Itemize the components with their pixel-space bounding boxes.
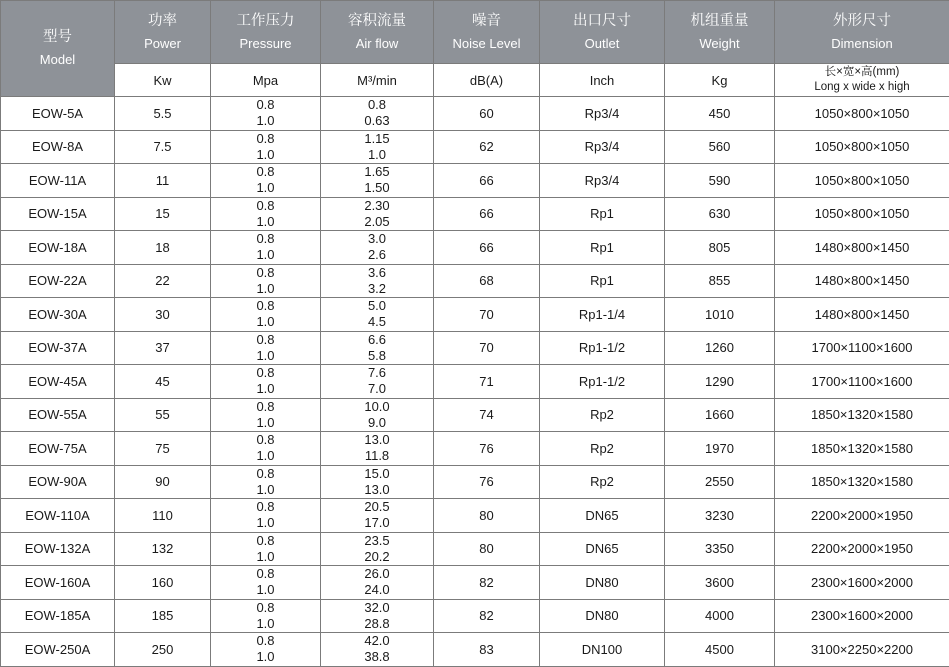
- cell-dimension: 1050×800×1050: [775, 164, 949, 198]
- cell-pressure: [211, 432, 321, 466]
- table-row: [1, 197, 949, 231]
- cell-model: EOW-22A: [1, 264, 115, 298]
- cell-power: 15: [115, 197, 211, 231]
- cell-airflow-low: 3.2: [321, 281, 433, 297]
- cell-outlet: Rp1-1/2: [540, 365, 665, 399]
- cell-dimension: 1480×800×1450: [775, 264, 949, 298]
- cell-pressure: [211, 398, 321, 432]
- cell-dimension: 2200×2000×1950: [775, 499, 949, 533]
- cell-airflow: [321, 365, 434, 399]
- header-cn-outlet: 出口尺寸: [540, 12, 664, 32]
- cell-airflow-low: 2.6: [321, 247, 433, 263]
- header-cell-model: [1, 1, 115, 97]
- cell-weight: 2550: [665, 465, 775, 499]
- table-row: [1, 499, 949, 533]
- header-en-pressure: Pressure: [211, 35, 320, 53]
- cell-airflow: [321, 130, 434, 164]
- cell-model: EOW-250A: [1, 633, 115, 667]
- cell-pressure: [211, 231, 321, 265]
- cell-pressure-high: 0.8: [211, 600, 320, 616]
- unit-cell-pressure: Mpa: [211, 64, 321, 97]
- cell-pressure: [211, 97, 321, 131]
- cell-noise: 82: [434, 599, 540, 633]
- cell-power: 250: [115, 633, 211, 667]
- cell-airflow-high: 2.30: [321, 198, 433, 214]
- cell-airflow-high: 1.65: [321, 164, 433, 180]
- cell-pressure-low: 1.0: [211, 214, 320, 230]
- cell-model: EOW-185A: [1, 599, 115, 633]
- cell-dimension: 1050×800×1050: [775, 97, 949, 131]
- cell-outlet: DN65: [540, 532, 665, 566]
- cell-weight: 1010: [665, 298, 775, 332]
- header-cell-pressure: [211, 1, 321, 64]
- table-row: [1, 231, 949, 265]
- cell-noise: 71: [434, 365, 540, 399]
- cell-pressure-low: 1.0: [211, 448, 320, 464]
- cell-airflow-low: 28.8: [321, 616, 433, 632]
- cell-pressure-low: 1.0: [211, 314, 320, 330]
- table-body: [1, 97, 949, 667]
- cell-noise: 83: [434, 633, 540, 667]
- cell-airflow: [321, 298, 434, 332]
- cell-pressure-high: 0.8: [211, 265, 320, 281]
- cell-outlet: Rp2: [540, 465, 665, 499]
- cell-outlet: Rp1-1/2: [540, 331, 665, 365]
- header-cell-noise: [434, 1, 540, 64]
- table-row: [1, 398, 949, 432]
- unit-en-dimension: Long x wide x high: [775, 80, 949, 95]
- cell-airflow-high: 42.0: [321, 633, 433, 649]
- table-row: [1, 164, 949, 198]
- cell-noise: 62: [434, 130, 540, 164]
- cell-weight: 450: [665, 97, 775, 131]
- cell-airflow-low: 1.50: [321, 180, 433, 196]
- cell-weight: 805: [665, 231, 775, 265]
- cell-noise: 70: [434, 331, 540, 365]
- cell-pressure-high: 0.8: [211, 164, 320, 180]
- cell-airflow-low: 11.8: [321, 448, 433, 464]
- cell-weight: 630: [665, 197, 775, 231]
- header-cell-dimension: [775, 1, 949, 64]
- cell-power: 90: [115, 465, 211, 499]
- cell-model: EOW-132A: [1, 532, 115, 566]
- table-row: [1, 532, 949, 566]
- cell-outlet: DN80: [540, 599, 665, 633]
- cell-noise: 82: [434, 566, 540, 600]
- header-cell-weight: [665, 1, 775, 64]
- cell-power: 132: [115, 532, 211, 566]
- cell-outlet: Rp1: [540, 264, 665, 298]
- cell-pressure: [211, 633, 321, 667]
- cell-pressure-low: 1.0: [211, 616, 320, 632]
- cell-airflow-high: 23.5: [321, 533, 433, 549]
- cell-dimension: 1050×800×1050: [775, 197, 949, 231]
- cell-pressure-high: 0.8: [211, 566, 320, 582]
- cell-outlet: Rp2: [540, 432, 665, 466]
- cell-pressure: [211, 197, 321, 231]
- cell-power: 45: [115, 365, 211, 399]
- cell-pressure-low: 1.0: [211, 281, 320, 297]
- cell-airflow-low: 7.0: [321, 381, 433, 397]
- cell-pressure-low: 1.0: [211, 482, 320, 498]
- cell-pressure-low: 1.0: [211, 113, 320, 129]
- cell-outlet: Rp3/4: [540, 130, 665, 164]
- cell-pressure-high: 0.8: [211, 399, 320, 415]
- cell-pressure-high: 0.8: [211, 466, 320, 482]
- cell-airflow: [321, 197, 434, 231]
- cell-pressure-low: 1.0: [211, 147, 320, 163]
- cell-pressure-low: 1.0: [211, 415, 320, 431]
- cell-model: EOW-37A: [1, 331, 115, 365]
- header-cell-outlet: [540, 1, 665, 64]
- header-cn-dimension: 外形尺寸: [775, 12, 949, 32]
- header-en-outlet: Outlet: [540, 35, 664, 53]
- header-cn-pressure: 工作压力: [211, 12, 320, 32]
- cell-airflow: [321, 264, 434, 298]
- cell-power: 22: [115, 264, 211, 298]
- cell-pressure-high: 0.8: [211, 365, 320, 381]
- cell-airflow-high: 13.0: [321, 432, 433, 448]
- cell-pressure-high: 0.8: [211, 131, 320, 147]
- cell-noise: 70: [434, 298, 540, 332]
- header-cn-weight: 机组重量: [665, 12, 774, 32]
- cell-pressure-high: 0.8: [211, 499, 320, 515]
- cell-pressure-low: 1.0: [211, 582, 320, 598]
- cell-noise: 74: [434, 398, 540, 432]
- cell-weight: 1260: [665, 331, 775, 365]
- cell-model: EOW-160A: [1, 566, 115, 600]
- cell-power: 185: [115, 599, 211, 633]
- cell-dimension: 1050×800×1050: [775, 130, 949, 164]
- cell-model: EOW-18A: [1, 231, 115, 265]
- table-row: [1, 97, 949, 131]
- unit-cell-outlet: Inch: [540, 64, 665, 97]
- cell-airflow-low: 17.0: [321, 515, 433, 531]
- cell-power: 5.5: [115, 97, 211, 131]
- cell-pressure-low: 1.0: [211, 348, 320, 364]
- cell-airflow-high: 15.0: [321, 466, 433, 482]
- cell-pressure: [211, 130, 321, 164]
- header-en-power: Power: [115, 35, 210, 53]
- cell-airflow: [321, 398, 434, 432]
- table-row: [1, 432, 949, 466]
- cell-power: 11: [115, 164, 211, 198]
- cell-dimension: 1700×1100×1600: [775, 365, 949, 399]
- cell-power: 160: [115, 566, 211, 600]
- table-row: [1, 298, 949, 332]
- cell-outlet: Rp1-1/4: [540, 298, 665, 332]
- table-row: [1, 365, 949, 399]
- cell-airflow-high: 0.8: [321, 97, 433, 113]
- cell-power: 110: [115, 499, 211, 533]
- cell-power: 55: [115, 398, 211, 432]
- cell-outlet: Rp3/4: [540, 164, 665, 198]
- cell-weight: 3230: [665, 499, 775, 533]
- cell-pressure-high: 0.8: [211, 332, 320, 348]
- cell-airflow-low: 9.0: [321, 415, 433, 431]
- cell-pressure: [211, 499, 321, 533]
- table-row: [1, 599, 949, 633]
- cell-power: 7.5: [115, 130, 211, 164]
- cell-airflow: [321, 465, 434, 499]
- cell-airflow-high: 3.6: [321, 265, 433, 281]
- unit-cell-airflow: M³/min: [321, 64, 434, 97]
- header-cn-model: 型号: [1, 28, 114, 48]
- cell-model: EOW-15A: [1, 197, 115, 231]
- cell-dimension: 2300×1600×2000: [775, 566, 949, 600]
- cell-dimension: 2300×1600×2000: [775, 599, 949, 633]
- cell-dimension: 1480×800×1450: [775, 231, 949, 265]
- cell-airflow: [321, 231, 434, 265]
- cell-pressure-low: 1.0: [211, 180, 320, 196]
- cell-pressure-low: 1.0: [211, 381, 320, 397]
- cell-pressure: [211, 465, 321, 499]
- cell-noise: 76: [434, 432, 540, 466]
- cell-dimension: 1850×1320×1580: [775, 398, 949, 432]
- cell-weight: 3600: [665, 566, 775, 600]
- cell-airflow: [321, 432, 434, 466]
- header-cell-power: [115, 1, 211, 64]
- cell-airflow-low: 1.0: [321, 147, 433, 163]
- cell-airflow-high: 10.0: [321, 399, 433, 415]
- table-header-row: [1, 1, 949, 64]
- cell-weight: 3350: [665, 532, 775, 566]
- cell-airflow-low: 0.63: [321, 113, 433, 129]
- cell-noise: 80: [434, 532, 540, 566]
- cell-airflow: [321, 633, 434, 667]
- header-en-dimension: Dimension: [775, 35, 949, 53]
- cell-pressure: [211, 599, 321, 633]
- table-row: [1, 331, 949, 365]
- cell-noise: 66: [434, 231, 540, 265]
- cell-pressure-low: 1.0: [211, 549, 320, 565]
- cell-pressure: [211, 164, 321, 198]
- table-row: [1, 465, 949, 499]
- cell-weight: 560: [665, 130, 775, 164]
- cell-airflow-high: 5.0: [321, 298, 433, 314]
- cell-pressure: [211, 331, 321, 365]
- cell-noise: 66: [434, 197, 540, 231]
- cell-pressure-low: 1.0: [211, 247, 320, 263]
- cell-dimension: 1700×1100×1600: [775, 331, 949, 365]
- cell-airflow: [321, 164, 434, 198]
- header-cell-airflow: [321, 1, 434, 64]
- cell-weight: 855: [665, 264, 775, 298]
- cell-model: EOW-55A: [1, 398, 115, 432]
- header-en-model: Model: [1, 51, 114, 69]
- cell-weight: 4500: [665, 633, 775, 667]
- cell-airflow-low: 2.05: [321, 214, 433, 230]
- cell-dimension: 1480×800×1450: [775, 298, 949, 332]
- cell-airflow-high: 32.0: [321, 600, 433, 616]
- cell-model: EOW-30A: [1, 298, 115, 332]
- table-row: [1, 633, 949, 667]
- table-row: [1, 566, 949, 600]
- table-row: [1, 264, 949, 298]
- unit-cell-dimension: [775, 64, 949, 97]
- cell-model: EOW-110A: [1, 499, 115, 533]
- cell-model: EOW-45A: [1, 365, 115, 399]
- cell-pressure-low: 1.0: [211, 649, 320, 665]
- cell-pressure: [211, 298, 321, 332]
- cell-airflow-low: 13.0: [321, 482, 433, 498]
- cell-airflow-low: 20.2: [321, 549, 433, 565]
- table-units-row: [1, 64, 949, 97]
- cell-pressure: [211, 365, 321, 399]
- cell-airflow-high: 3.0: [321, 231, 433, 247]
- cell-weight: 4000: [665, 599, 775, 633]
- unit-cell-noise: dB(A): [434, 64, 540, 97]
- cell-weight: 1290: [665, 365, 775, 399]
- cell-noise: 66: [434, 164, 540, 198]
- cell-noise: 80: [434, 499, 540, 533]
- cell-airflow-high: 7.6: [321, 365, 433, 381]
- cell-airflow: [321, 97, 434, 131]
- cell-airflow: [321, 599, 434, 633]
- cell-outlet: Rp1: [540, 231, 665, 265]
- cell-pressure-high: 0.8: [211, 231, 320, 247]
- cell-pressure: [211, 532, 321, 566]
- cell-airflow-low: 4.5: [321, 314, 433, 330]
- cell-dimension: 2200×2000×1950: [775, 532, 949, 566]
- cell-airflow-high: 26.0: [321, 566, 433, 582]
- cell-dimension: 3100×2250×2200: [775, 633, 949, 667]
- cell-dimension: 1850×1320×1580: [775, 432, 949, 466]
- cell-airflow: [321, 499, 434, 533]
- cell-airflow-high: 20.5: [321, 499, 433, 515]
- cell-weight: 1660: [665, 398, 775, 432]
- cell-weight: 590: [665, 164, 775, 198]
- header-cn-power: 功率: [115, 12, 210, 32]
- header-cn-noise: 噪音: [434, 12, 539, 32]
- unit-cell-power: Kw: [115, 64, 211, 97]
- header-en-airflow: Air flow: [321, 35, 433, 53]
- cell-pressure-high: 0.8: [211, 633, 320, 649]
- cell-airflow-low: 5.8: [321, 348, 433, 364]
- cell-power: 75: [115, 432, 211, 466]
- cell-airflow-high: 6.6: [321, 332, 433, 348]
- cell-pressure-high: 0.8: [211, 97, 320, 113]
- header-cn-airflow: 容积流量: [321, 12, 433, 32]
- cell-noise: 76: [434, 465, 540, 499]
- cell-pressure-high: 0.8: [211, 533, 320, 549]
- cell-outlet: DN100: [540, 633, 665, 667]
- cell-model: EOW-90A: [1, 465, 115, 499]
- cell-noise: 60: [434, 97, 540, 131]
- cell-outlet: DN80: [540, 566, 665, 600]
- header-en-weight: Weight: [665, 35, 774, 53]
- cell-power: 18: [115, 231, 211, 265]
- table-row: [1, 130, 949, 164]
- cell-weight: 1970: [665, 432, 775, 466]
- cell-airflow-low: 38.8: [321, 649, 433, 665]
- cell-pressure-low: 1.0: [211, 515, 320, 531]
- cell-power: 37: [115, 331, 211, 365]
- cell-pressure: [211, 566, 321, 600]
- cell-model: EOW-75A: [1, 432, 115, 466]
- cell-outlet: Rp2: [540, 398, 665, 432]
- unit-cell-weight: Kg: [665, 64, 775, 97]
- cell-airflow-low: 24.0: [321, 582, 433, 598]
- cell-airflow: [321, 566, 434, 600]
- cell-airflow-high: 1.15: [321, 131, 433, 147]
- cell-dimension: 1850×1320×1580: [775, 465, 949, 499]
- cell-outlet: Rp3/4: [540, 97, 665, 131]
- cell-noise: 68: [434, 264, 540, 298]
- cell-model: EOW-8A: [1, 130, 115, 164]
- header-en-noise: Noise Level: [434, 35, 539, 53]
- cell-model: EOW-11A: [1, 164, 115, 198]
- unit-cn-dimension: 长×宽×高(mm): [775, 65, 949, 80]
- cell-airflow: [321, 532, 434, 566]
- cell-pressure: [211, 264, 321, 298]
- cell-power: 30: [115, 298, 211, 332]
- cell-pressure-high: 0.8: [211, 198, 320, 214]
- cell-airflow: [321, 331, 434, 365]
- cell-outlet: DN65: [540, 499, 665, 533]
- cell-pressure-high: 0.8: [211, 432, 320, 448]
- cell-model: EOW-5A: [1, 97, 115, 131]
- cell-outlet: Rp1: [540, 197, 665, 231]
- cell-pressure-high: 0.8: [211, 298, 320, 314]
